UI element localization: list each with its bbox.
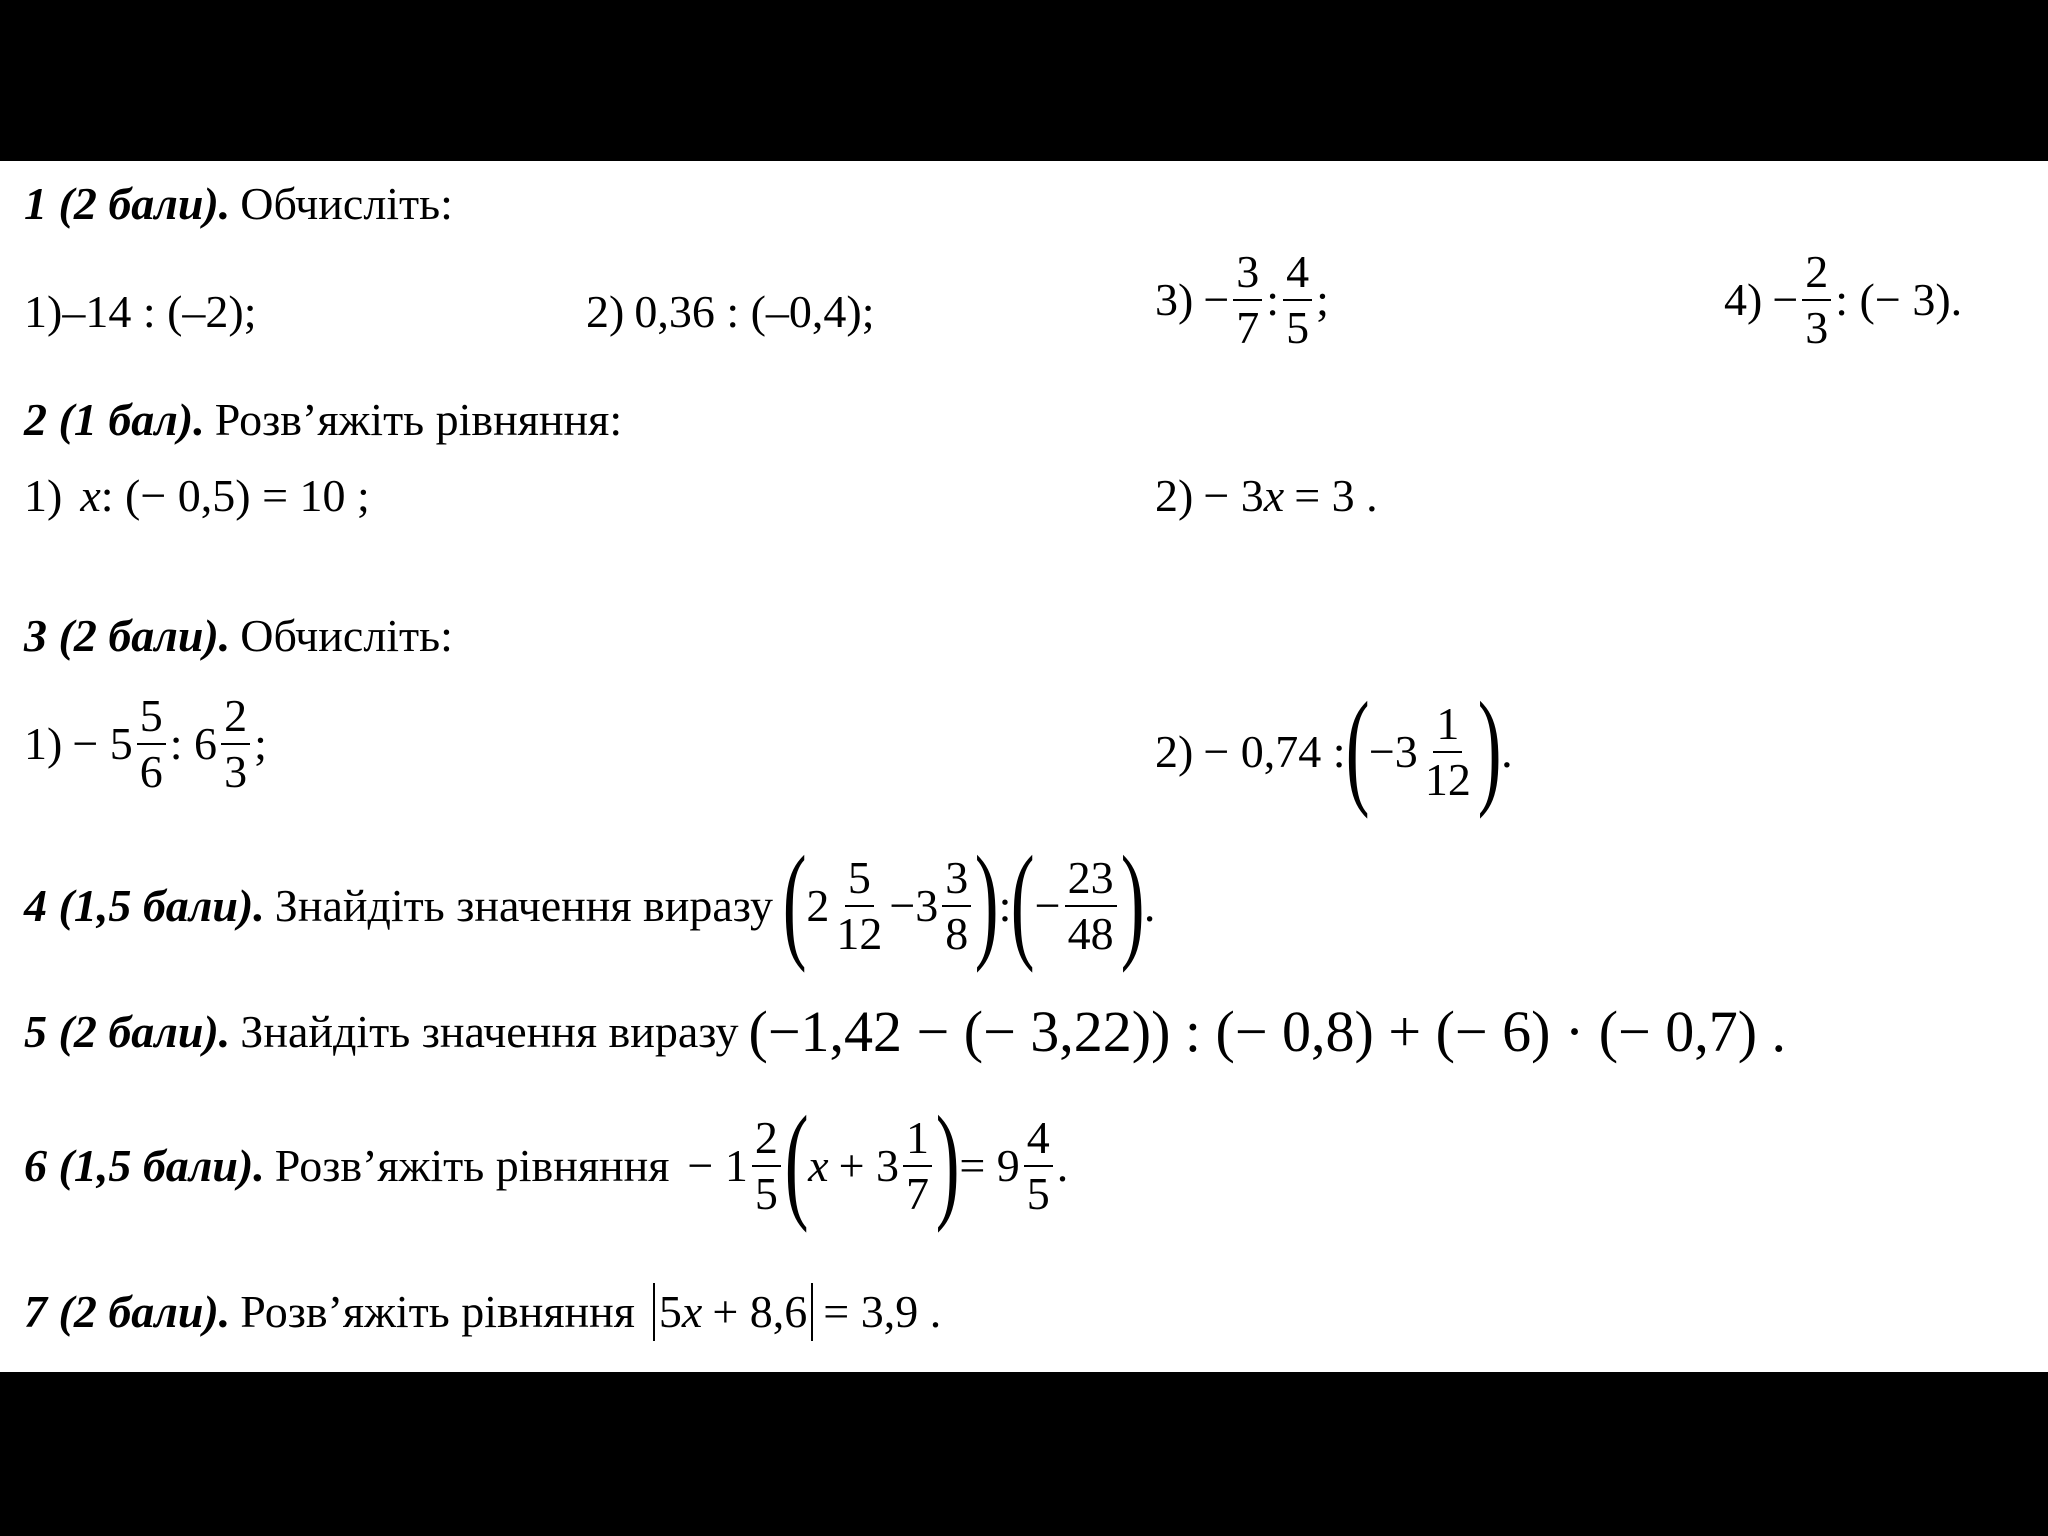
whole-part: − 5 [72, 718, 133, 769]
item-expr: –14 : (–2); [62, 286, 257, 337]
task-1-title [24, 178, 453, 229]
task-4-text: Знайдіть значення виразу [274, 880, 774, 931]
item-end: : (− 3). [1835, 274, 1963, 325]
denominator: 5 [1286, 302, 1310, 353]
denominator: 12 [836, 908, 883, 959]
numerator: 2 [221, 693, 250, 745]
fraction [1065, 852, 1117, 959]
worksheet [0, 161, 2048, 1372]
task-2-title [24, 394, 623, 445]
denominator: 5 [1026, 1168, 1050, 1219]
item-label: 3) [1155, 274, 1194, 325]
task-7 [24, 1283, 941, 1341]
left-paren: ( [1011, 830, 1035, 974]
left-paren: ( [784, 1090, 809, 1234]
abs-term: + 8,6 [712, 1286, 808, 1337]
item-expr: = 3 . [1294, 470, 1378, 521]
right-paren: ) [935, 1090, 960, 1234]
fraction [221, 690, 250, 797]
operator: : [1266, 274, 1280, 325]
numerator: 3 [942, 855, 971, 907]
task-2-item-1 [24, 470, 370, 521]
variable: x [80, 470, 101, 521]
denominator: 8 [945, 908, 969, 959]
denominator: 3 [224, 746, 248, 797]
task-3-title [24, 610, 453, 661]
task-6 [24, 1090, 1069, 1234]
fraction [833, 852, 885, 959]
right-paren: ) [975, 830, 999, 974]
coefficient: − 3 [1203, 470, 1264, 521]
minus-sign: − [1034, 880, 1061, 931]
task-5 [24, 999, 1787, 1064]
item-end: . [1056, 1140, 1069, 1191]
item-label: 1) [24, 718, 63, 769]
fraction [1024, 1112, 1053, 1219]
task-5-head: 5 (2 бали). [24, 1006, 231, 1057]
task-3-item-2 [1155, 676, 1513, 820]
denominator: 12 [1424, 754, 1471, 805]
left-paren: ( [782, 830, 807, 974]
numerator: 3 [1233, 249, 1262, 301]
left-paren: ( [1345, 676, 1370, 820]
task-1-item-1 [24, 286, 257, 337]
whole-part: −3 [889, 880, 939, 931]
denominator: 3 [1805, 302, 1829, 353]
item-expr: − 0,74 : [1203, 726, 1346, 777]
task-3-text: Обчисліть: [240, 610, 453, 661]
right-paren: ) [1120, 830, 1145, 974]
task-2-head: 2 (1 бал). [24, 394, 205, 445]
task-7-text: Розв’яжіть рівняння [240, 1286, 635, 1337]
task-1-item-4 [1724, 246, 1963, 353]
minus-sign: − [1203, 274, 1230, 325]
item-label: 2) [586, 286, 625, 337]
whole-part: − 1 [687, 1140, 748, 1191]
task-2-text: Розв’яжіть рівняння: [214, 394, 623, 445]
item-expr: : (− 0,5) = 10 ; [100, 470, 370, 521]
item-expr: 0,36 : (–0,4); [634, 286, 875, 337]
coefficient: 5 [658, 1286, 682, 1337]
item-label: 1) [24, 286, 63, 337]
denominator: 48 [1067, 908, 1114, 959]
task-7-head: 7 (2 бали). [24, 1286, 231, 1337]
task-1-item-3 [1155, 246, 1329, 353]
task-1-text: Обчисліть: [240, 178, 453, 229]
fraction [1233, 246, 1262, 353]
item-label: 2) [1155, 470, 1194, 521]
fraction [752, 1112, 781, 1219]
fraction [1283, 246, 1312, 353]
item-end: . [1143, 880, 1156, 931]
variable: x [681, 1286, 703, 1337]
task-3-head: 3 (2 бали). [24, 610, 231, 661]
task-6-text: Розв’яжіть рівняння [274, 1140, 670, 1191]
variable: x [808, 1140, 829, 1191]
expression: (−1,42 − (− 3,22)) : (− 0,8) + (− 6) · (− 0,7) . [748, 999, 1787, 1064]
denominator: 7 [906, 1168, 930, 1219]
numerator: 2 [1802, 249, 1831, 301]
numerator: 4 [1283, 249, 1312, 301]
item-end: . [1501, 726, 1513, 777]
task-6-head: 6 (1,5 бали). [24, 1140, 265, 1191]
item-label: 2) [1155, 726, 1194, 777]
task-4-head: 4 (1,5 бали). [24, 880, 265, 931]
denominator: 5 [754, 1168, 778, 1219]
numerator: 1 [1433, 701, 1462, 753]
item-end: ; [254, 718, 267, 769]
minus-sign: − [1772, 274, 1799, 325]
fraction [1422, 698, 1474, 805]
item-label: 4) [1724, 274, 1763, 325]
task-4 [24, 830, 1156, 974]
fraction [1802, 246, 1831, 353]
numerator: 1 [903, 1115, 932, 1167]
item-end: ; [1316, 274, 1329, 325]
numerator: 4 [1024, 1115, 1053, 1167]
whole-part: + 3 [838, 1140, 900, 1191]
numerator: 5 [137, 693, 166, 745]
whole-part: 2 [806, 880, 830, 931]
variable: x [1263, 470, 1285, 521]
task-1-item-2 [586, 286, 875, 337]
denominator: 7 [1236, 302, 1260, 353]
denominator: 6 [139, 746, 163, 797]
operator: : [998, 880, 1012, 931]
item-label: 1) [24, 470, 63, 521]
numerator: 23 [1065, 855, 1117, 907]
operator: : 6 [169, 718, 218, 769]
absolute-value [653, 1283, 813, 1341]
fraction [942, 852, 971, 959]
item-end: = 3,9 . [823, 1286, 942, 1337]
whole-part: = 9 [959, 1140, 1020, 1191]
right-paren: ) [1477, 676, 1502, 820]
whole-part: −3 [1368, 726, 1418, 777]
task-5-text: Знайдіть значення виразу [240, 1006, 739, 1057]
task-1-head: 1 (2 бали). [24, 178, 231, 229]
fraction [903, 1112, 932, 1219]
numerator: 2 [752, 1115, 781, 1167]
numerator: 5 [845, 855, 874, 907]
fraction [137, 690, 166, 797]
task-2-item-2 [1155, 470, 1378, 521]
task-3-item-1 [24, 690, 267, 797]
